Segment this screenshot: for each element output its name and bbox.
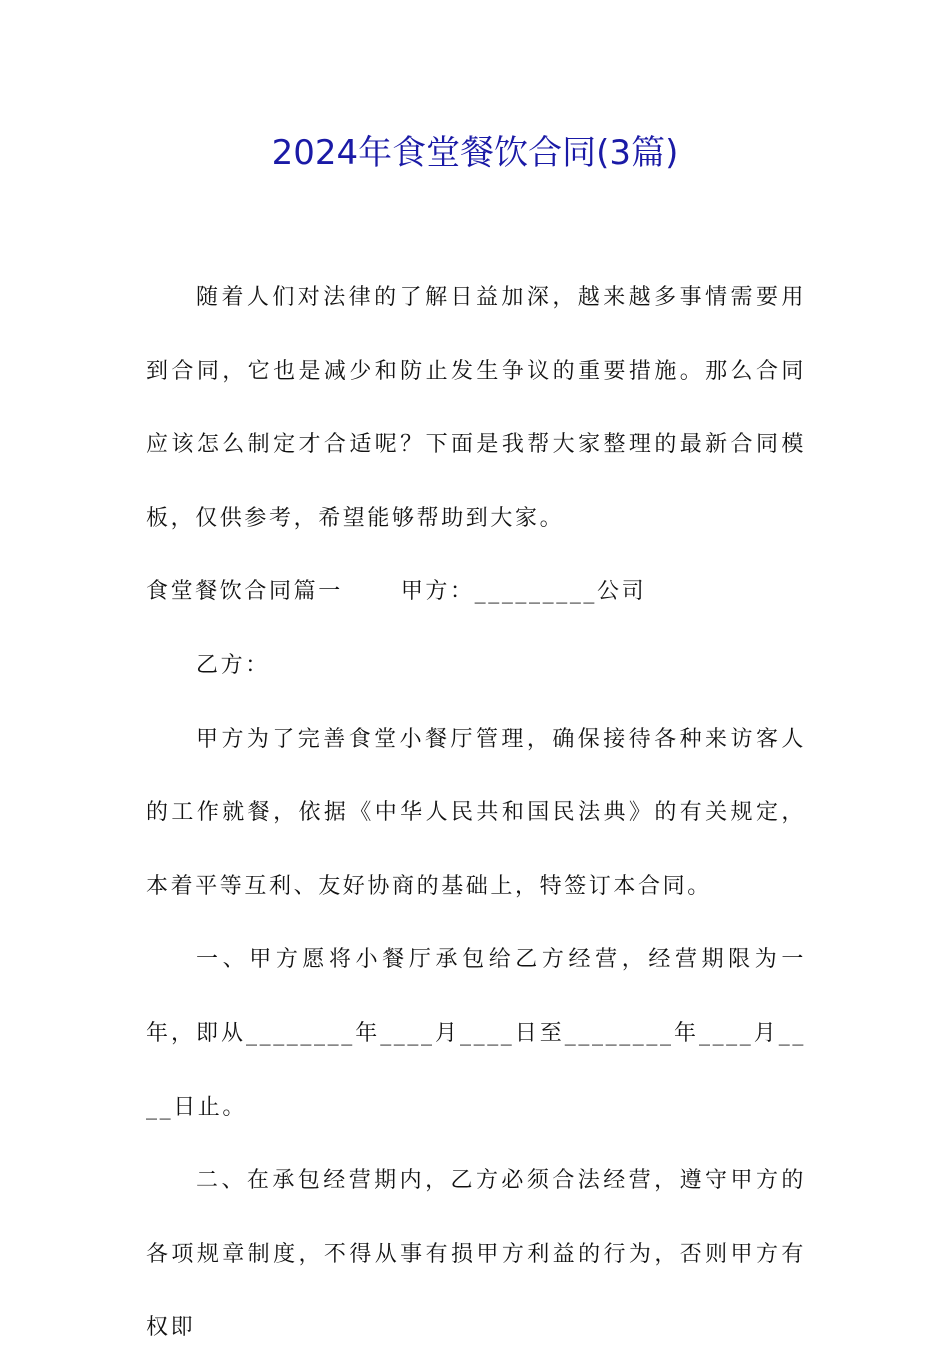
- clause-1-paragraph: 一、甲方愿将小餐厅承包给乙方经营，经营期限为一年，即从________年____月____日至________年____月____日止。: [146, 947, 806, 1120]
- section-heading: 食堂餐饮合同篇一: [146, 579, 343, 605]
- intro-paragraph: 随着人们对法律的了解日益加深，越来越多事情需要用到合同，它也是减少和防止发生争议的重要措施。那么合同应该怎么制定才合适呢？下面是我帮大家整理的最新合同模板，仅供参考，希望能够帮助到大家。: [146, 285, 806, 531]
- document-body: [146, 261, 806, 1365]
- party-b-line: 乙方：: [196, 652, 270, 678]
- document-title: 2024年食堂餐饮合同(3篇): [271, 133, 679, 173]
- clause-2-paragraph: 二、在承包经营期内，乙方必须合法经营，遵守甲方的各项规章制度，不得从事有损甲方利益的行为，否则甲方有权即: [146, 1168, 806, 1341]
- preamble-paragraph: 甲方为了完善食堂小餐厅管理，确保接待各种来访客人的工作就餐，依据《中华人民共和国民法典》的有关规定，本着平等互利、友好协商的基础上，特签订本合同。: [146, 726, 806, 899]
- section-heading-line: [146, 555, 806, 629]
- party-a-line: 甲方：_________公司: [400, 579, 647, 605]
